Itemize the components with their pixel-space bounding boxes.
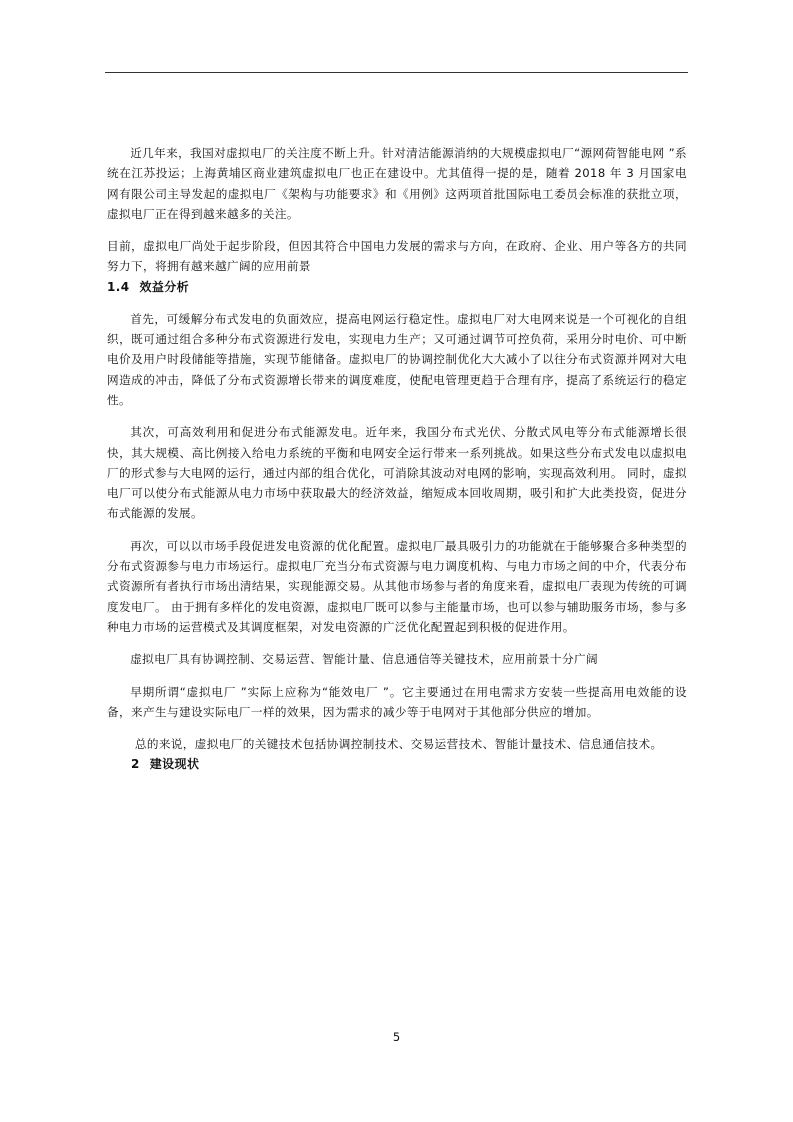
section-title: 建设现状 <box>149 757 200 772</box>
paragraph-summary: 总的来说，虚拟电厂的关键技术包括协调控制技术、交易运营技术、智能计量技术、信息通信技术。 <box>134 737 663 752</box>
header-rule <box>105 72 688 73</box>
paragraph-benefit-third: 再次，可以以市场手段促进发电资源的优化配置。虚拟电厂最具吸引力的功能就在于能够聚合多种类型的分布式资源参与电力市场运行。虚拟电厂充当分布式资源与电力调度机构、与电力市场之间的中介，代表分布式资源所有者执行市场出清结果，实现能源交易。从其他市场参与者的角度来看，虚拟电厂表现为传统的可调度发电厂。 由于拥有多样化的发电资源，虚拟电厂既可以参与主能量市场，也可以参与辅助服务市场，参与多种电力市场的运营模式及其调度框架，对发电资源的广泛优化配置起到积极的促进作用。 <box>107 538 687 634</box>
paragraph-key-technologies: 虚拟电厂具有协调控制、交易运营、智能计量、信息通信等关键技术，应用前景十分广阔 <box>130 652 598 667</box>
section-heading-benefit-analysis <box>107 277 687 297</box>
section-number: 1.4 <box>107 279 130 294</box>
section-heading-construction-status <box>107 754 687 774</box>
document-body <box>107 143 687 774</box>
section-number: 2 <box>131 757 140 772</box>
section-title: 效益分析 <box>139 279 190 294</box>
paragraph-intro-attention: 近几年来，我国对虚拟电厂的关注度不断上升。针对清洁能源消纳的大规模虚拟电厂“源网荷智能电网 ”系统在江苏投运；上海黄埔区商业建筑虚拟电厂也正在建设中。尤其值得一提的是，随着 2018 年 3 月国家电网有限公司主导发起的虚拟电厂《架构与功能要求》和《用例》这两项首批国际电工委员会标准的获批立项，虚拟电厂正在得到越来越多的关注。 <box>107 146 687 221</box>
paragraph-benefit-first: 首先，可缓解分布式发电的负面效应，提高电网运行稳定性。虚拟电厂对大电网来说是一个可视化的自组织，既可通过组合多种分布式资源进行发电，实现电力生产；又可通过调节可控负荷，采用分时电价、可中断电价及用户时段储能等措施，实现节能储备。虚拟电厂的协调控制优化大大减小了以往分布式资源并网对大电网造成的冲击，降低了分布式资源增长带来的调度难度，使配电管理更趋于合理有序，提高了系统运行的稳定性。 <box>107 311 687 407</box>
page-number: 5 <box>392 1030 401 1044</box>
paragraph-early-virtual-plant: 早期所谓“虚拟电厂 ”实际上应称为“能效电厂 ”。它主要通过在用电需求方安装一些提高用电效能的设备，来产生与建设实际电厂一样的效果，因为需求的减少等于电网对于其他部分供应的增加。 <box>107 684 687 719</box>
paragraph-benefit-second: 其次，可高效利用和促进分布式能源发电。近年来，我国分布式光伏、分散式风电等分布式能源增长很快，其大规模、高比例接入给电力系统的平衡和电网安全运行带来一系列挑战。如果这些分布式发电以虚拟电厂的形式参与大电网的运行，通过内部的组合优化，可消除其波动对电网的影响，实现高效利用。 同时，虚拟电厂可以使分布式能源从电力市场中获取最大的经济效益，缩短成本回收周期，吸引和扩大此类投资，促进分布式能源的发展。 <box>107 425 687 521</box>
paragraph-current-stage: 目前，虚拟电厂尚处于起步阶段，但因其符合中国电力发展的需求与方向，在政府、企业、用户等各方的共同努力下，将拥有越来越广阔的应用前景 <box>107 239 687 274</box>
